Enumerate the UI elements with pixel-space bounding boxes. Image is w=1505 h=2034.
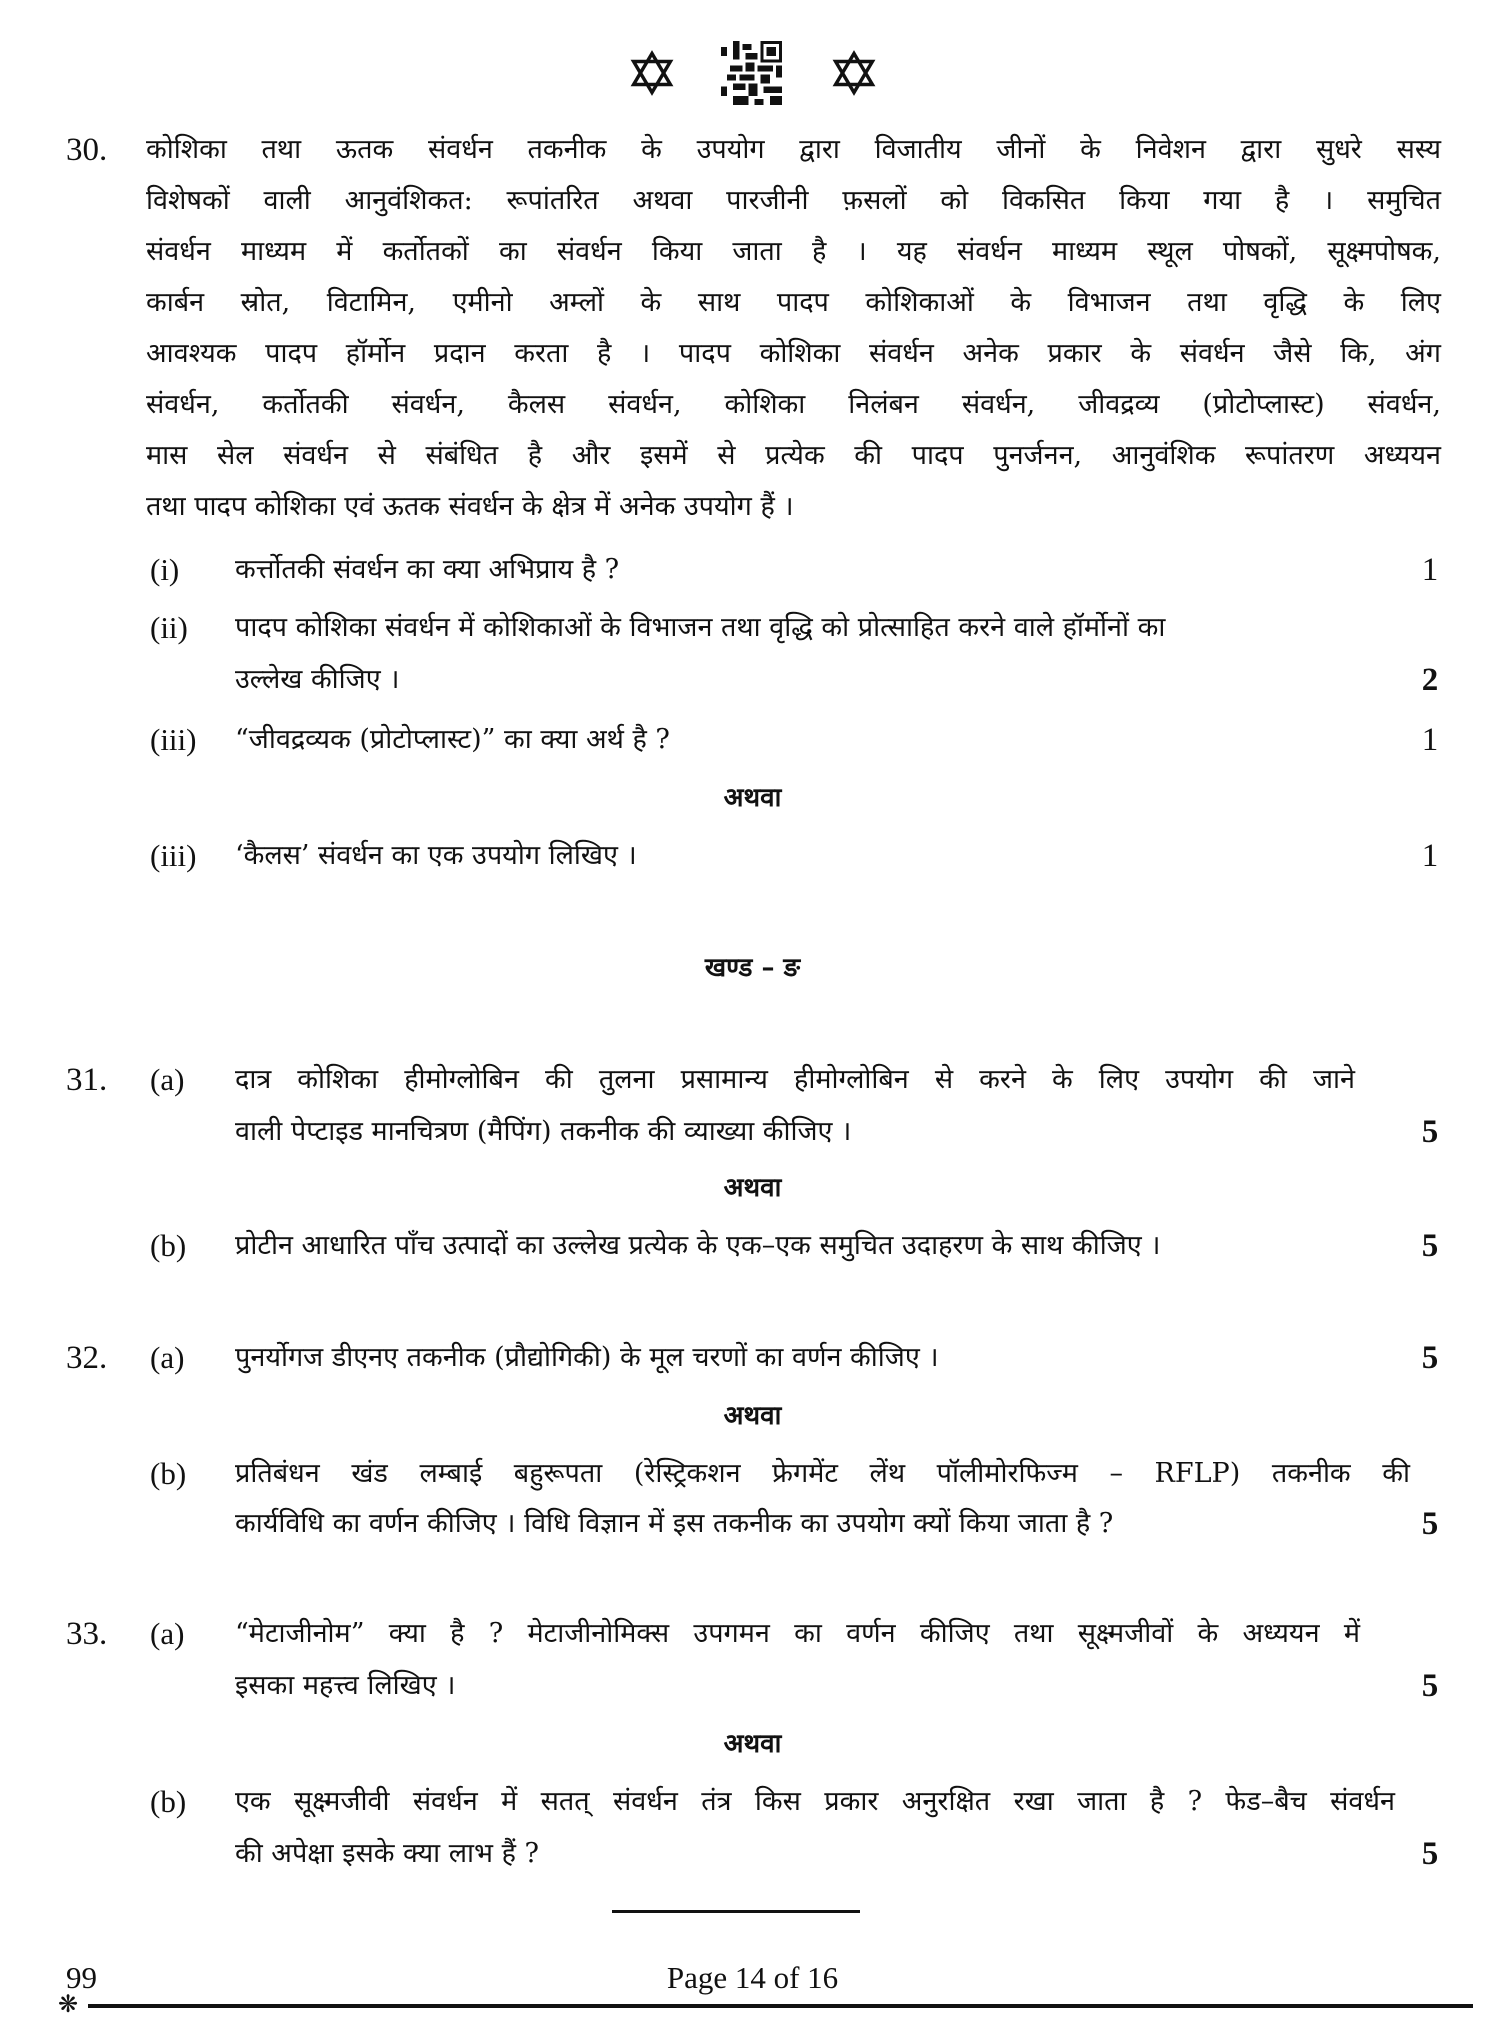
part-label: (iii): [150, 722, 197, 757]
q30-line-8: तथा पादप कोशिका एवं ऊतक संवर्धन के क्षेत्र में अनेक उपयोग हैं ।: [146, 491, 794, 522]
part-text: पुनर्योगज डीएनए तकनीक (प्रौद्योगिकी) के मूल चरणों का वर्णन कीजिए ।: [235, 1342, 939, 1373]
or-label: अथवा: [723, 1729, 782, 1759]
part-text: दात्र कोशिका हीमोग्लोबिन की तुलना प्रसामान्य हीमोग्लोबिन से करने के लिए उपयोग की जाने: [235, 1064, 1355, 1095]
end-rule: [612, 1910, 860, 1913]
star-of-david-icon: [831, 50, 877, 96]
part-label: (iii): [150, 838, 197, 873]
marks: 5: [1421, 1340, 1439, 1376]
part-label: (ii): [150, 610, 188, 645]
footer-rule: [88, 2004, 1473, 2008]
marks: 5: [1421, 1114, 1439, 1150]
marks: 1: [1421, 838, 1439, 874]
qr-code-icon: [721, 41, 785, 105]
marks: 1: [1421, 552, 1439, 588]
question-number: 33.: [66, 1616, 108, 1652]
page-number: Page 14 of 16: [666, 1960, 839, 1995]
part-text: कार्यविधि का वर्णन कीजिए । विधि विज्ञान में इस तकनीक का उपयोग क्यों किया जाता है ?: [235, 1508, 1114, 1539]
part-text: उल्लेख कीजिए ।: [235, 664, 400, 695]
part-text: प्रोटीन आधारित पाँच उत्पादों का उल्लेख प्रत्येक के एक–एक समुचित उदाहरण के साथ कीजिए ।: [235, 1230, 1161, 1261]
asterisk-flower-icon: ❋: [58, 1990, 79, 2018]
marks: 5: [1421, 1506, 1439, 1542]
part-text: इसका महत्त्व लिखिए ।: [235, 1670, 456, 1701]
part-text: पादप कोशिका संवर्धन में कोशिकाओं के विभाजन तथा वृद्धि को प्रोत्साहित करने वाले हॉर्मोनों का: [235, 612, 1166, 643]
page-header: [0, 38, 1505, 108]
question-number: 31.: [66, 1062, 108, 1098]
part-text: प्रतिबंधन खंड लम्बाई बहुरूपता (रेस्ट्रिकशन फ्रेगमेंट लेंथ पॉलीमोरफिज्म – RFLP) तकनीक की: [235, 1458, 1410, 1489]
part-label: (a): [150, 1616, 185, 1651]
star-of-david-icon: [629, 50, 675, 96]
q30-line-7: मास सेल संवर्धन से संबंधित है और इसमें से प्रत्येक की पादप पुनर्जनन, आनुवंशिक रूपांतरण अध्ययन: [146, 440, 1441, 471]
part-text: “मेटाजीनोम” क्या है ? मेटाजीनोमिक्स उपगमन का वर्णन कीजिए तथा सूक्ष्मजीवों के अध्ययन में: [235, 1618, 1360, 1649]
q30-line-3: संवर्धन माध्यम में कर्तोतकों का संवर्धन किया जाता है । यह संवर्धन माध्यम स्थूल पोषकों, सूक्ष्मपोषक,: [146, 236, 1441, 267]
marks: 1: [1421, 722, 1439, 758]
marks: 5: [1421, 1668, 1439, 1704]
marks: 2: [1421, 662, 1439, 698]
part-label: (a): [150, 1062, 185, 1097]
part-label: (b): [150, 1228, 187, 1263]
or-label: अथवा: [723, 1401, 782, 1431]
section-heading: खण्ड – ङ: [704, 953, 801, 983]
q30-line-5: आवश्यक पादप हॉर्मोन प्रदान करता है । पादप कोशिका संवर्धन अनेक प्रकार के संवर्धन जैसे कि, अंग: [146, 338, 1441, 369]
part-text: कर्त्तोतकी संवर्धन का क्या अभिप्राय है ?: [235, 554, 620, 585]
or-label: अथवा: [723, 1173, 782, 1203]
question-number: 30.: [66, 132, 108, 168]
paper-code: 99: [66, 1960, 97, 1995]
q30-line-1: कोशिका तथा ऊतक संवर्धन तकनीक के उपयोग द्वारा विजातीय जीनों के निवेशन द्वारा सुधरे सस्य: [146, 134, 1441, 165]
q30-line-4: कार्बन स्रोत, विटामिन, एमीनो अम्लों के साथ पादप कोशिकाओं के विभाजन तथा वृद्धि के लिए: [146, 287, 1441, 318]
marks: 5: [1421, 1228, 1439, 1264]
part-text: वाली पेप्टाइड मानचित्रण (मैपिंग) तकनीक की व्याख्या कीजिए ।: [235, 1116, 852, 1147]
part-label: (b): [150, 1456, 187, 1491]
part-text: ‘कैलस’ संवर्धन का एक उपयोग लिखिए ।: [235, 840, 637, 871]
question-number: 32.: [66, 1340, 108, 1376]
part-label: (a): [150, 1340, 185, 1375]
part-text: “जीवद्रव्यक (प्रोटोप्लास्ट)” का क्या अर्थ है ?: [235, 724, 670, 755]
part-text: की अपेक्षा इसके क्या लाभ हैं ?: [235, 1838, 539, 1869]
q30-line-2: विशेषकों वाली आनुवंशिकत: रूपांतरित अथवा पारजीनी फ़सलों को विकसित किया गया है । समुचित: [146, 185, 1441, 216]
marks: 5: [1421, 1836, 1439, 1872]
q30-line-6: संवर्धन, कर्तोतकी संवर्धन, कैलस संवर्धन, कोशिका निलंबन संवर्धन, जीवद्रव्य (प्रोटोप्लास्ट) संवर्धन,: [146, 389, 1441, 420]
part-text: एक सूक्ष्मजीवी संवर्धन में सतत् संवर्धन तंत्र किस प्रकार अनुरक्षित रखा जाता है ? फेड–बैच संवर्धन: [235, 1786, 1395, 1817]
part-label: (i): [150, 552, 180, 587]
or-label: अथवा: [723, 783, 782, 813]
part-label: (b): [150, 1784, 187, 1819]
